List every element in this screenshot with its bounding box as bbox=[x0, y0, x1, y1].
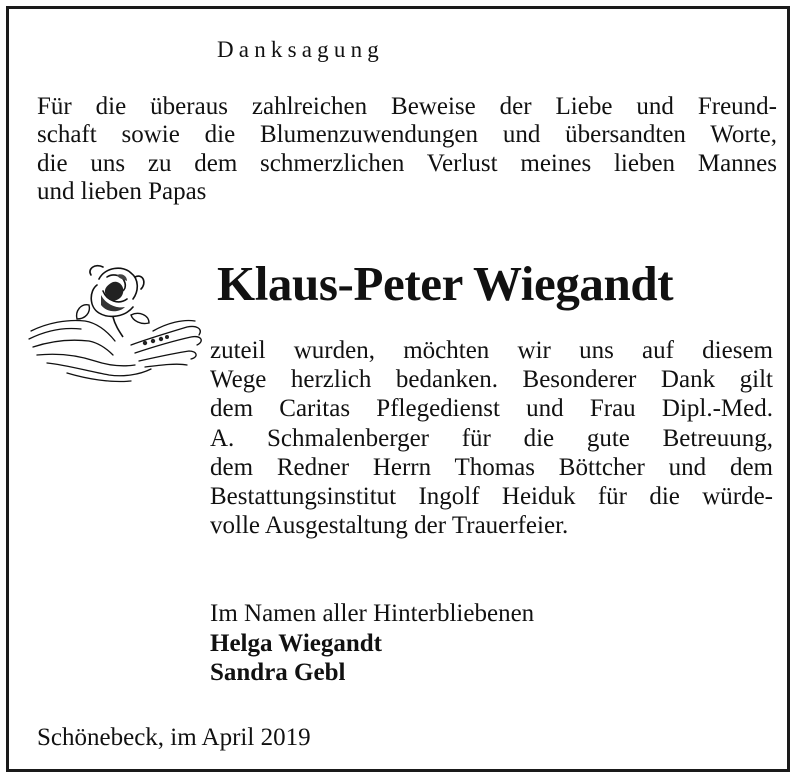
thanks-line: zuteil wurden, möchten wir uns auf diesem bbox=[210, 337, 773, 364]
signer-name: Sandra Gebl bbox=[210, 659, 346, 686]
signer-name: Helga Wiegandt bbox=[210, 629, 383, 657]
intro-line: die uns zu dem schmerzlichen Verlust meines lieben Mannes bbox=[37, 149, 777, 177]
deceased-name: Klaus-Peter Wiegandt bbox=[217, 256, 674, 311]
obituary-notice bbox=[6, 6, 790, 772]
thanks-line: Bestattungsinstitut Ingolf Heiduk für die würde- bbox=[210, 483, 773, 511]
thanks-line: dem Redner Herrn Thomas Böttcher und dem bbox=[210, 453, 773, 481]
thanks-line: volle Ausgestaltung der Trauerfeier. bbox=[210, 512, 569, 540]
intro-paragraph bbox=[37, 93, 777, 207]
place-date: Schönebeck, im April 2019 bbox=[37, 724, 311, 751]
signoff-block bbox=[210, 599, 534, 688]
thanks-line: A. Schmalenberger für die gute Betreuung, bbox=[210, 424, 773, 452]
rose-in-hands-icon bbox=[27, 261, 207, 386]
intro-line: und lieben Papas bbox=[37, 178, 207, 206]
signoff-line: Im Namen aller Hinterbliebenen bbox=[210, 600, 535, 627]
thanks-paragraph bbox=[210, 336, 773, 540]
notice-heading: Danksagung bbox=[217, 37, 384, 62]
intro-line: Für die überaus zahlreichen Beweise der Liebe und Freund- bbox=[37, 93, 777, 120]
thanks-line: Wege herzlich bedanken. Besonderer Dank gilt bbox=[210, 366, 773, 394]
thanks-line: dem Caritas Pflegedienst und Frau Dipl.-Med. bbox=[210, 395, 773, 423]
intro-line: schaft sowie die Blumenzuwendungen und übersandten Worte, bbox=[37, 121, 777, 149]
